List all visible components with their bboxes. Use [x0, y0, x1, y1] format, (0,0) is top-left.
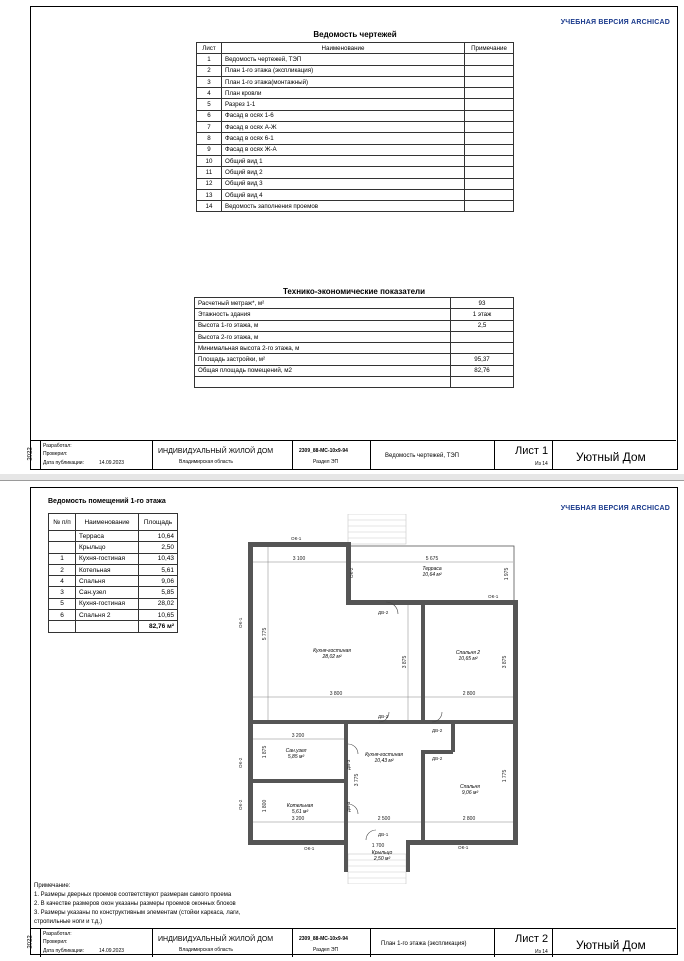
col-header: Лист — [197, 43, 222, 54]
table-cell — [195, 377, 451, 388]
table-cell: 95,37 — [451, 354, 514, 365]
table-cell: 13 — [197, 189, 222, 200]
opening-label: ОК-1 — [458, 845, 469, 850]
dimension-text: 3 100 — [292, 556, 306, 562]
col-header: Примечание — [465, 43, 514, 54]
opening-label: ОК-2 — [238, 799, 243, 810]
dimension-text: 2 800 — [462, 691, 476, 697]
table-cell: Фасад в осях 1-6 — [222, 110, 465, 121]
table-row — [49, 576, 178, 587]
room-label: 9,06 м² — [461, 790, 479, 796]
table-cell: 5 — [197, 99, 222, 110]
table-cell: Этажность здания — [195, 309, 451, 320]
table-cell: 4 — [197, 88, 222, 99]
dimension-text: 5 675 — [425, 556, 439, 562]
dimension-text: 3 775 — [354, 773, 360, 787]
room-label: 5,85 м² — [287, 754, 305, 760]
sheet-name-cell — [370, 441, 495, 469]
table-cell — [451, 343, 514, 354]
table-cell: Общая площадь помещений, м2 — [195, 365, 451, 376]
table-row — [197, 178, 514, 189]
dimension-text: 2 500 — [377, 816, 391, 822]
table-row — [49, 610, 178, 621]
project-section: Раздел ЭП — [313, 459, 339, 465]
project-section: Раздел ЭП — [313, 947, 339, 953]
sheet-name: Ведомость чертежей, ТЭП — [385, 453, 459, 459]
table-cell: Общий вид 1 — [222, 155, 465, 166]
table-cell: 10 — [197, 155, 222, 166]
pub-date: 14.09.2023 — [99, 460, 125, 466]
title-block — [27, 928, 676, 957]
table-cell — [465, 189, 514, 200]
brand-cell — [552, 929, 677, 957]
table-cell: Ведомость заполнения проемов — [222, 201, 465, 212]
table-cell — [49, 531, 76, 542]
table-cell — [465, 201, 514, 212]
dimension-text: 1 800 — [262, 799, 268, 813]
sheet-name: План 1-го этажа (экспликация) — [381, 941, 467, 947]
brand-name: Уютный Дом — [576, 938, 646, 952]
table-cell: Котельная — [76, 564, 139, 575]
table-cell — [465, 133, 514, 144]
table-cell: 11 — [197, 167, 222, 178]
table-cell: Фасад в осях А-Ж — [222, 122, 465, 133]
sheet-1 — [0, 0, 684, 475]
table-cell: Общий вид 4 — [222, 189, 465, 200]
table-cell: 93 — [451, 298, 514, 309]
title-block — [27, 440, 676, 469]
brand-name: Уютный Дом — [576, 450, 646, 464]
table-row — [197, 155, 514, 166]
table-row — [197, 76, 514, 87]
room-label: Котельная — [286, 803, 314, 809]
table-cell: Площадь застройки, м² — [195, 354, 451, 365]
year-stamp: 2022 — [27, 935, 34, 949]
table-cell — [451, 377, 514, 388]
dimension-text: 5 775 — [262, 627, 268, 641]
table-row — [49, 542, 178, 553]
sheet-number-cell — [494, 929, 553, 957]
sheet-name-cell — [370, 929, 495, 957]
code-cell — [292, 441, 371, 469]
table-cell: 28,02 — [139, 598, 178, 609]
table-cell: 82,76 — [451, 365, 514, 376]
pub-date: 14.09.2023 — [99, 948, 125, 954]
dimension-text: 3 200 — [291, 816, 305, 822]
col-header: № п/п — [49, 514, 76, 531]
dimension-text: 1 775 — [502, 769, 508, 783]
rooms-total: 82,76 м² — [139, 621, 178, 632]
room-label: Терраса — [422, 566, 442, 572]
table-cell: 2,5 — [451, 320, 514, 331]
room-label: Кухня-гостиная — [313, 648, 351, 654]
sheet-number: Лист 2 — [515, 933, 549, 945]
sheet-number: Лист 1 — [515, 445, 549, 457]
dimension-text: 3 800 — [329, 691, 343, 697]
opening-label: ДВ-2 — [378, 610, 389, 615]
opening-label: ДВ-1 — [378, 832, 389, 837]
project-cell — [152, 441, 293, 469]
table-cell: Общий вид 2 — [222, 167, 465, 178]
note-line: стропильные ноги и т.д.) — [34, 919, 103, 925]
opening-label: ОК-1 — [291, 536, 302, 541]
table-cell: 7 — [197, 122, 222, 133]
table-cell: 12 — [197, 178, 222, 189]
opening-label: ОК-1 — [304, 846, 315, 851]
opening-label: ОК-1 — [238, 617, 243, 628]
table-row — [195, 343, 514, 354]
table-row — [49, 598, 178, 609]
project-region: Владимирская область — [179, 947, 233, 953]
table-row — [49, 553, 178, 564]
tep-table — [194, 297, 514, 388]
table-cell: 2,50 — [139, 542, 178, 553]
table-cell: 2 — [49, 564, 76, 575]
table-cell: 2 — [197, 65, 222, 76]
opening-label: ОК-1 — [488, 594, 499, 599]
floor-plan — [236, 514, 526, 884]
room-label: Сан.узел — [285, 748, 307, 754]
table-cell: Высота 1-го этажа, м — [195, 320, 451, 331]
table-cell: 1 этаж — [451, 309, 514, 320]
table-row — [195, 331, 514, 342]
table-cell — [465, 88, 514, 99]
dimension-text: 1 975 — [504, 567, 510, 581]
table-cell — [465, 122, 514, 133]
dimension-text: 1 875 — [262, 745, 268, 759]
developed-label: Разработал: — [43, 931, 72, 937]
opening-label: ОК-2 — [238, 757, 243, 768]
plan-notes — [34, 882, 240, 927]
opening-label: ДВ-2 — [432, 756, 443, 761]
table-cell: 1 — [197, 54, 222, 65]
project-name: ИНДИВИДУАЛЬНЫЙ ЖИЛОЙ ДОМ — [158, 448, 274, 455]
table-row — [197, 189, 514, 200]
table-cell: 3 — [49, 587, 76, 598]
room-label: 5,61 м² — [291, 809, 309, 815]
table-cell: 6 — [49, 610, 76, 621]
table-cell — [76, 621, 139, 632]
table-cell — [465, 65, 514, 76]
table-row — [197, 133, 514, 144]
table-cell: 14 — [197, 201, 222, 212]
dimension-text: 3 200 — [291, 733, 305, 739]
developed-label: Разработал: — [43, 443, 72, 449]
table-cell: 4 — [49, 576, 76, 587]
rooms-list-table — [48, 513, 178, 633]
table-cell: 10,43 — [139, 553, 178, 564]
sheet-total: Из 14 — [535, 461, 548, 467]
note-line: 1. Размеры дверных проемов соответствуют размерам самого проема — [34, 892, 232, 898]
table-row — [197, 122, 514, 133]
brand-cell — [552, 441, 677, 469]
opening-label: ОК-2 — [349, 567, 354, 578]
room-label: Спальня — [460, 784, 480, 790]
room-label: 10,65 м² — [458, 656, 478, 662]
table-cell — [465, 167, 514, 178]
checked-label: Проверил: — [43, 939, 68, 945]
table-row — [195, 377, 514, 388]
col-header: Наименование — [222, 43, 465, 54]
rooms-list-title: Ведомость помещений 1-го этажа — [48, 498, 166, 505]
table-cell: План кровли — [222, 88, 465, 99]
plan-walls — [248, 542, 518, 872]
table-total-row — [49, 621, 178, 632]
table-cell: Кухня-гостиная — [76, 553, 139, 564]
table-cell: Ведомость чертежей, ТЭП — [222, 54, 465, 65]
dimension-text: 2 800 — [462, 816, 476, 822]
table-cell: Терраса — [76, 531, 139, 542]
table-cell: Фасад в осях 6-1 — [222, 133, 465, 144]
room-label: 2,50 м² — [373, 856, 391, 862]
table-row — [195, 309, 514, 320]
note-line: 2. В качестве размеров окон указаны размеры проемов оконных блоков — [34, 901, 236, 907]
table-row — [197, 88, 514, 99]
table-header-row — [197, 43, 514, 54]
checked-label: Проверил: — [43, 451, 68, 457]
authors-cell — [40, 441, 153, 469]
room-label: Кухня-гостиная — [365, 752, 403, 758]
opening-label: ДВ-2 — [378, 714, 389, 719]
table-cell: Спальня 2 — [76, 610, 139, 621]
sheet-number-cell — [494, 441, 553, 469]
col-header: Площадь — [139, 514, 178, 531]
table-cell: Расчетный метраж*, м² — [195, 298, 451, 309]
table-cell: 9,06 — [139, 576, 178, 587]
opening-labels — [238, 536, 499, 851]
tep-title: Технико-экономические показатели — [282, 287, 426, 296]
table-row — [49, 587, 178, 598]
table-cell: 5,61 — [139, 564, 178, 575]
dimension-text: 3 875 — [402, 655, 408, 669]
table-cell: 8 — [197, 133, 222, 144]
watermark-label: УЧЕБНАЯ ВЕРСИЯ ARCHICAD — [560, 19, 670, 26]
project-name: ИНДИВИДУАЛЬНЫЙ ЖИЛОЙ ДОМ — [158, 936, 274, 943]
table-cell — [465, 54, 514, 65]
table-row — [195, 354, 514, 365]
table-cell: Крыльцо — [76, 542, 139, 553]
table-cell — [465, 178, 514, 189]
table-cell — [465, 155, 514, 166]
table-row — [197, 54, 514, 65]
table-row — [197, 201, 514, 212]
sheet-total: Из 14 — [535, 949, 548, 955]
table-row — [197, 99, 514, 110]
table-row — [197, 65, 514, 76]
col-header: Наименование — [76, 514, 139, 531]
table-row — [195, 365, 514, 376]
code-cell — [292, 929, 371, 957]
table-row — [49, 564, 178, 575]
table-cell: Фасад в осях Ж-А — [222, 144, 465, 155]
watermark-label: УЧЕБНАЯ ВЕРСИЯ ARCHICAD — [560, 505, 670, 512]
table-cell: Общий вид 3 — [222, 178, 465, 189]
table-cell: Разрез 1-1 — [222, 99, 465, 110]
table-row — [49, 531, 178, 542]
table-cell: 3 — [197, 76, 222, 87]
drawings-list-table — [196, 42, 514, 212]
table-cell — [49, 542, 76, 553]
table-cell: 1 — [49, 553, 76, 564]
plan-hatch-top — [348, 514, 406, 544]
table-cell — [465, 144, 514, 155]
authors-cell — [40, 929, 153, 957]
opening-label: ДВ-3 — [346, 759, 351, 770]
table-cell — [465, 99, 514, 110]
dimension-text: 3 875 — [502, 655, 508, 669]
table-row — [197, 167, 514, 178]
table-cell: 10,65 — [139, 610, 178, 621]
pub-label: Дата публикации: — [43, 948, 84, 954]
room-area: 10,64 м² — [422, 572, 442, 578]
room-label: 10,43 м² — [374, 758, 394, 764]
room-label: Спальня 2 — [455, 650, 481, 656]
dimension-text: 1 700 — [371, 843, 385, 849]
project-region: Владимирская область — [179, 459, 233, 465]
table-cell: Минимальная высота 2-го этажа, м — [195, 343, 451, 354]
table-row — [195, 320, 514, 331]
table-cell — [465, 110, 514, 121]
table-cell: Спальня — [76, 576, 139, 587]
table-cell: Высота 2-го этажа, м — [195, 331, 451, 342]
table-cell: 10,64 — [139, 531, 178, 542]
table-cell: Сан.узел — [76, 587, 139, 598]
pub-label: Дата публикации: — [43, 460, 84, 466]
table-cell: 5,85 — [139, 587, 178, 598]
table-cell: 6 — [197, 110, 222, 121]
opening-label: ДВ-2 — [432, 728, 443, 733]
year-stamp: 2022 — [27, 447, 34, 461]
room-label: 28,02 м² — [322, 654, 342, 660]
opening-label: ДВ-3 — [346, 801, 351, 812]
table-cell: План 1-го этажа (экспликация) — [222, 65, 465, 76]
table-row — [197, 110, 514, 121]
room-label: Крыльцо — [371, 850, 393, 856]
note-line: 3. Размеры указаны по конструктивным элементам (стойки каркаса, лаги, — [34, 910, 241, 916]
table-row — [197, 144, 514, 155]
table-cell — [49, 621, 76, 632]
project-cell — [152, 929, 293, 957]
project-code: 2309_88-МС-10х9-94 — [299, 936, 348, 942]
project-code: 2309_88-МС-10х9-94 — [299, 448, 348, 454]
table-cell: 5 — [49, 598, 76, 609]
drawings-list-title: Ведомость чертежей — [313, 30, 397, 39]
table-cell — [465, 76, 514, 87]
table-row — [195, 298, 514, 309]
table-header-row — [49, 514, 178, 531]
note-line: Примечание: — [34, 883, 71, 889]
table-cell: Кухня-гостиная — [76, 598, 139, 609]
table-cell: План 1-го этажа(монтажный) — [222, 76, 465, 87]
table-cell: 9 — [197, 144, 222, 155]
table-cell — [451, 331, 514, 342]
